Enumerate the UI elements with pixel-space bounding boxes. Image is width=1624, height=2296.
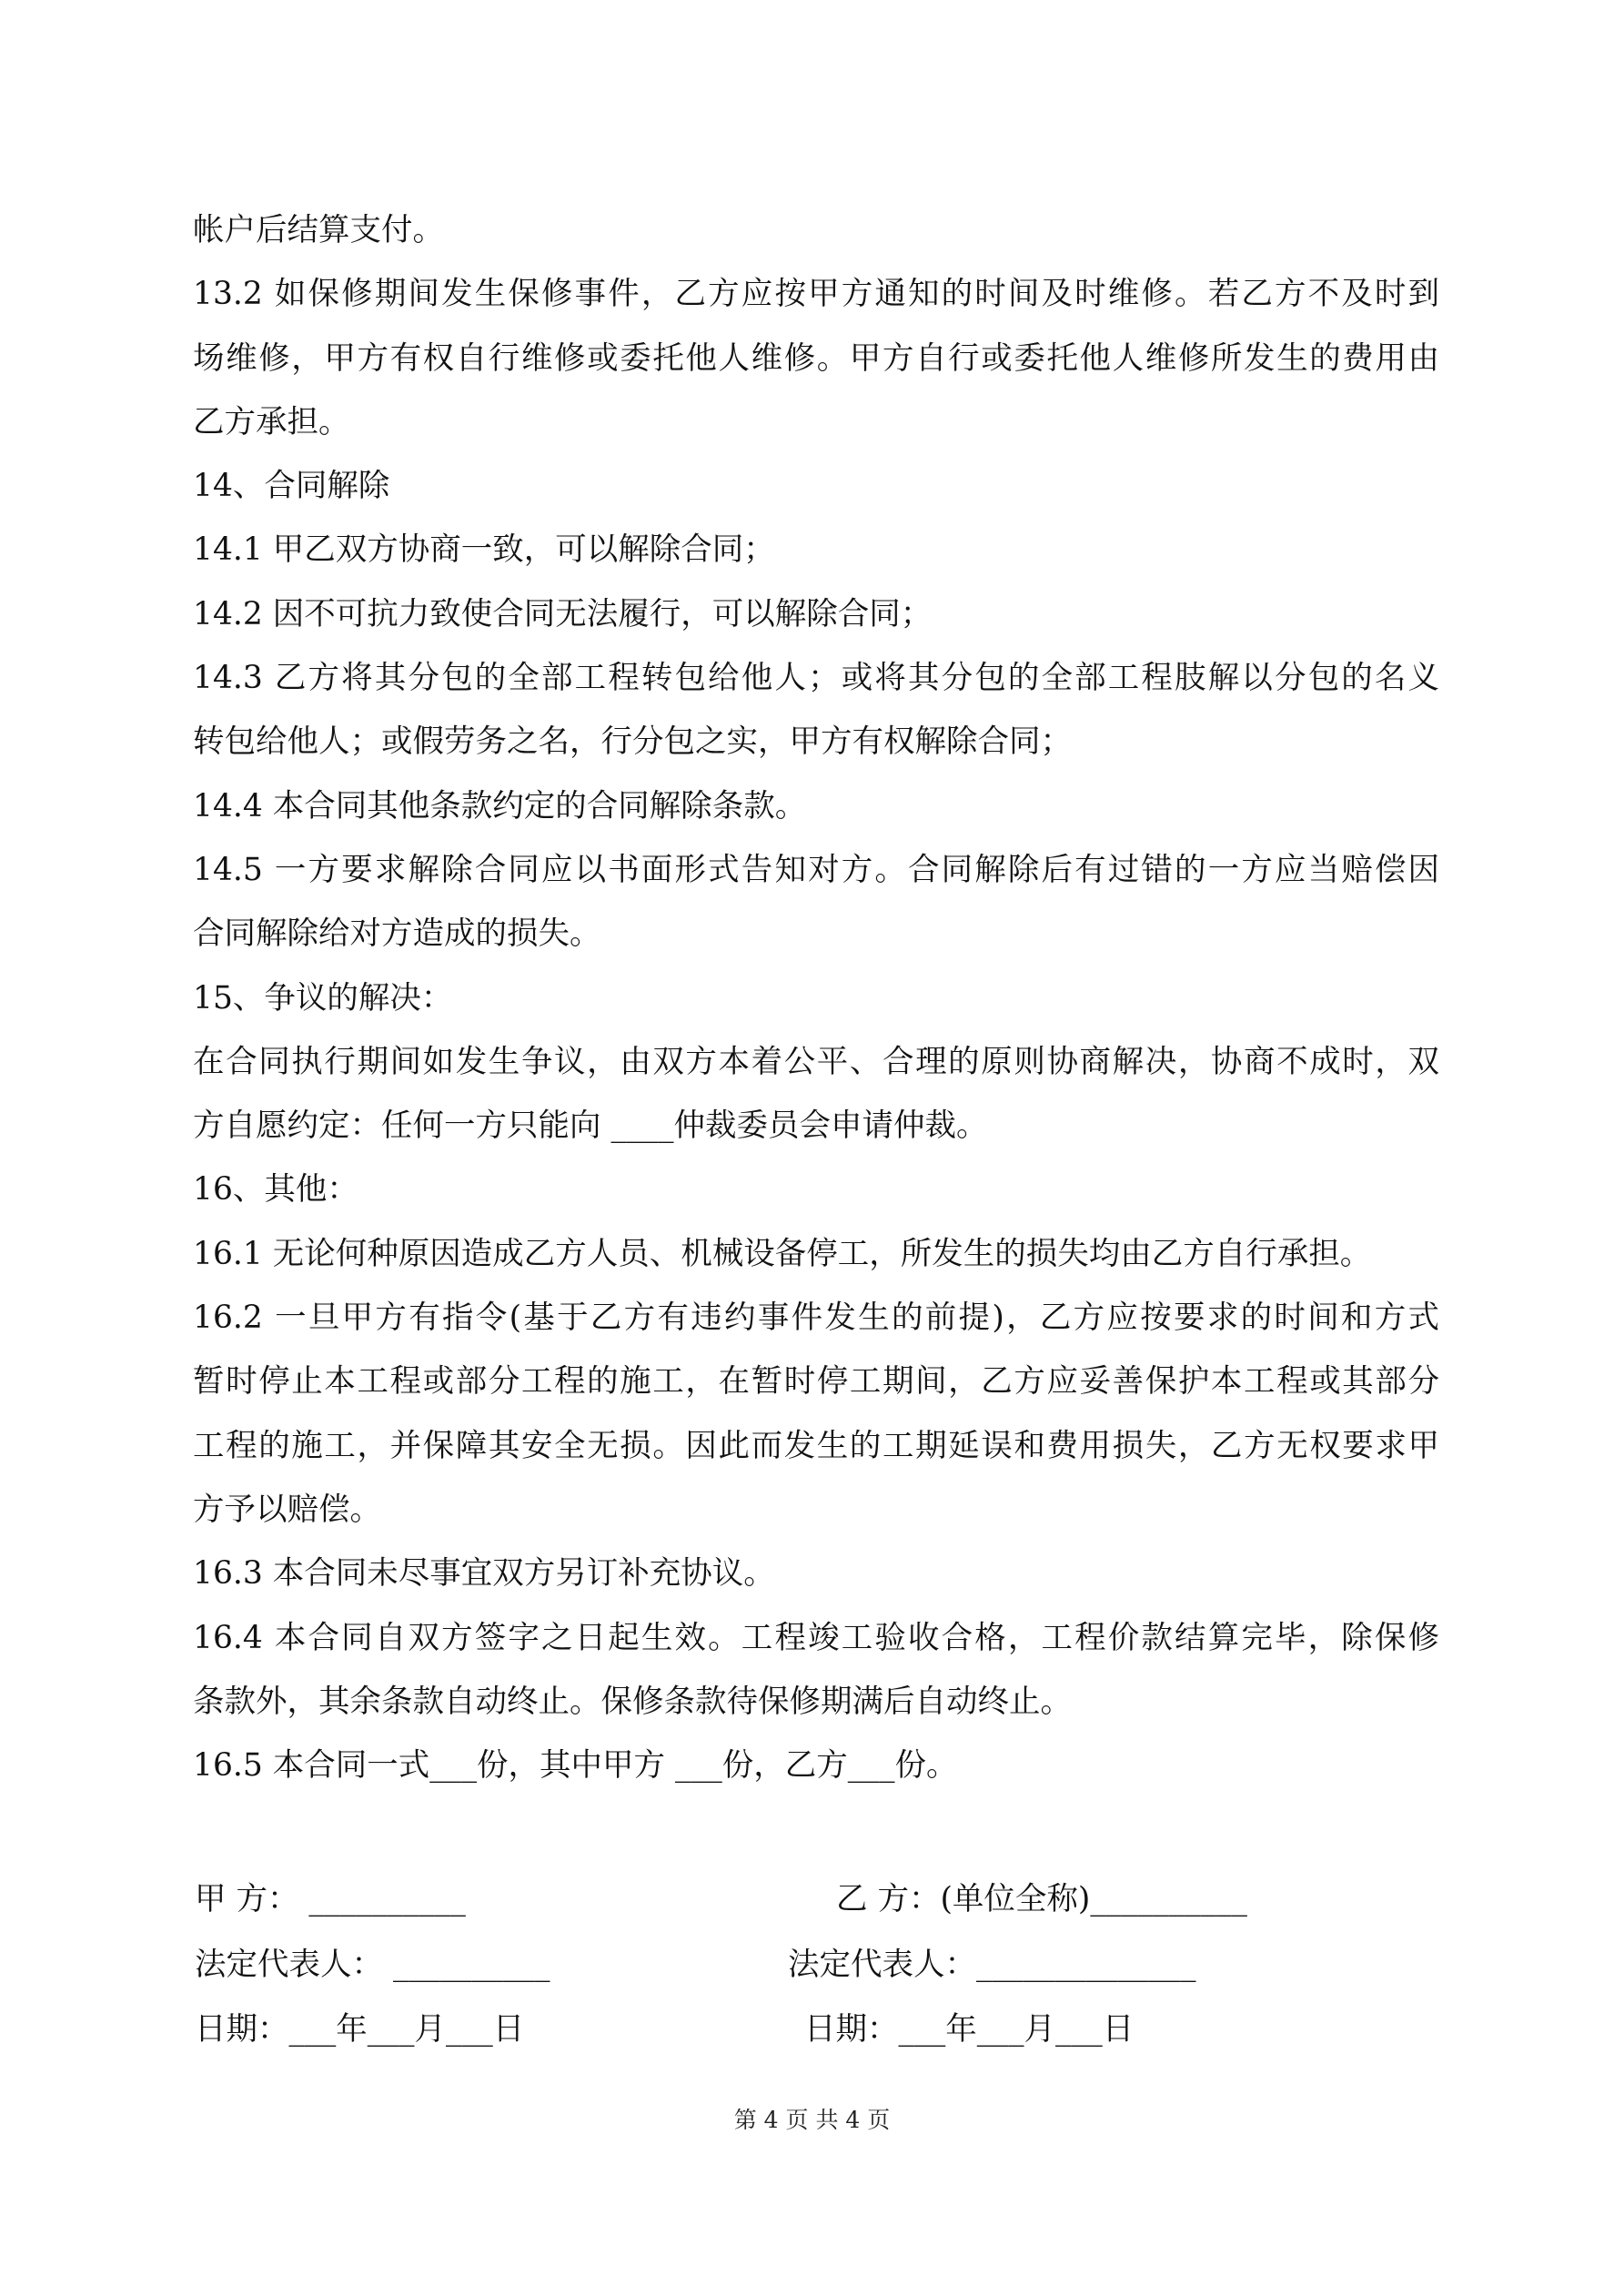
paragraph <box>193 774 1439 838</box>
paragraph <box>193 262 1439 454</box>
party-b-date: 日期：___年___月___日 <box>804 2011 1135 2048</box>
paragraph <box>193 966 1439 1030</box>
text-line: 14.1 甲乙双方协商一致，可以解除合同； <box>193 531 775 569</box>
party-b-representative: 法定代表人：______________ <box>788 1947 1196 1983</box>
text-line: 在合同执行期间如发生争议，由双方本着公平、合理的原则协商解决，协商不成时，双 <box>193 1043 1439 1080</box>
contract-body <box>193 198 1439 1797</box>
text-line: 条款外，其余条款自动终止。保修条款待保修期满后自动终止。 <box>193 1683 1072 1720</box>
paragraph <box>193 1606 1439 1735</box>
party-b-label: 乙 方：(单位全称)__________ <box>836 1881 1247 1917</box>
text-line: 场维修，甲方有权自行维修或委托他人维修。甲方自行或委托他人维修所发生的费用由 <box>193 339 1439 377</box>
party-a-label: 甲 方： __________ <box>195 1881 466 1917</box>
text-line: 暂时停止本工程或部分工程的施工，在暂时停工期间，乙方应妥善保护本工程或其部分 <box>193 1363 1439 1401</box>
text-line: 14、合同解除 <box>193 468 390 505</box>
text-line: 合同解除给对方造成的损失。 <box>193 915 601 953</box>
text-line: 乙方承担。 <box>193 403 350 440</box>
paragraph <box>193 582 1439 646</box>
text-line: 方自愿约定：任何一方只能向 ____仲裁委员会申请仲裁。 <box>193 1108 988 1145</box>
page-number-footer: 第 4 页 共 4 页 <box>733 2107 891 2133</box>
text-line: 14.5 一方要求解除合同应以书面形式告知对方。合同解除后有过错的一方应当赔偿因 <box>193 851 1439 888</box>
text-line: 16.5 本合同一式___份，其中甲方 ___份，乙方___份。 <box>193 1747 958 1785</box>
text-line: 14.3 乙方将其分包的全部工程转包给他人；或将其分包的全部工程肢解以分包的名义 <box>193 660 1439 697</box>
party-a-representative: 法定代表人： __________ <box>195 1947 550 1983</box>
text-line: 16.4 本合同自双方签字之日起生效。工程竣工验收合格，工程价款结算完毕，除保修 <box>193 1619 1439 1656</box>
paragraph <box>193 1542 1439 1605</box>
paragraph <box>193 646 1439 774</box>
text-line: 帐户后结算支付。 <box>193 212 444 248</box>
party-a-date: 日期：___年___月___日 <box>195 2011 525 2048</box>
text-line: 16.1 无论何种原因造成乙方人员、机械设备停工，所发生的损失均由乙方自行承担。 <box>193 1235 1372 1272</box>
paragraph <box>193 1030 1439 1158</box>
text-line: 13.2 如保修期间发生保修事件，乙方应按甲方通知的时间及时维修。若乙方不及时到 <box>193 276 1439 313</box>
paragraph <box>193 838 1439 966</box>
paragraph <box>193 1158 1439 1221</box>
paragraph <box>193 454 1439 518</box>
text-line: 转包给他人；或假劳务之名，行分包之实，甲方有权解除合同； <box>193 723 1072 761</box>
paragraph <box>193 1734 1439 1797</box>
text-line: 方予以赔偿。 <box>193 1491 381 1528</box>
paragraph <box>193 1286 1439 1542</box>
paragraph <box>193 518 1439 582</box>
text-line: 14.4 本合同其他条款约定的合同解除条款。 <box>193 787 807 824</box>
text-line: 14.2 因不可抗力致使合同无法履行，可以解除合同； <box>193 595 933 632</box>
text-line: 工程的施工，并保障其安全无损。因此而发生的工期延误和费用损失，乙方无权要求甲 <box>193 1427 1439 1464</box>
text-line: 16.2 一旦甲方有指令(基于乙方有违约事件发生的前提)，乙方应按要求的时间和方式 <box>193 1300 1439 1337</box>
text-line: 16、其他： <box>193 1171 358 1209</box>
paragraph <box>193 1222 1439 1286</box>
text-line: 15、争议的解决： <box>193 979 453 1017</box>
paragraph <box>193 198 1439 262</box>
text-line: 16.3 本合同未尽事宜双方另订补充协议。 <box>193 1555 775 1593</box>
